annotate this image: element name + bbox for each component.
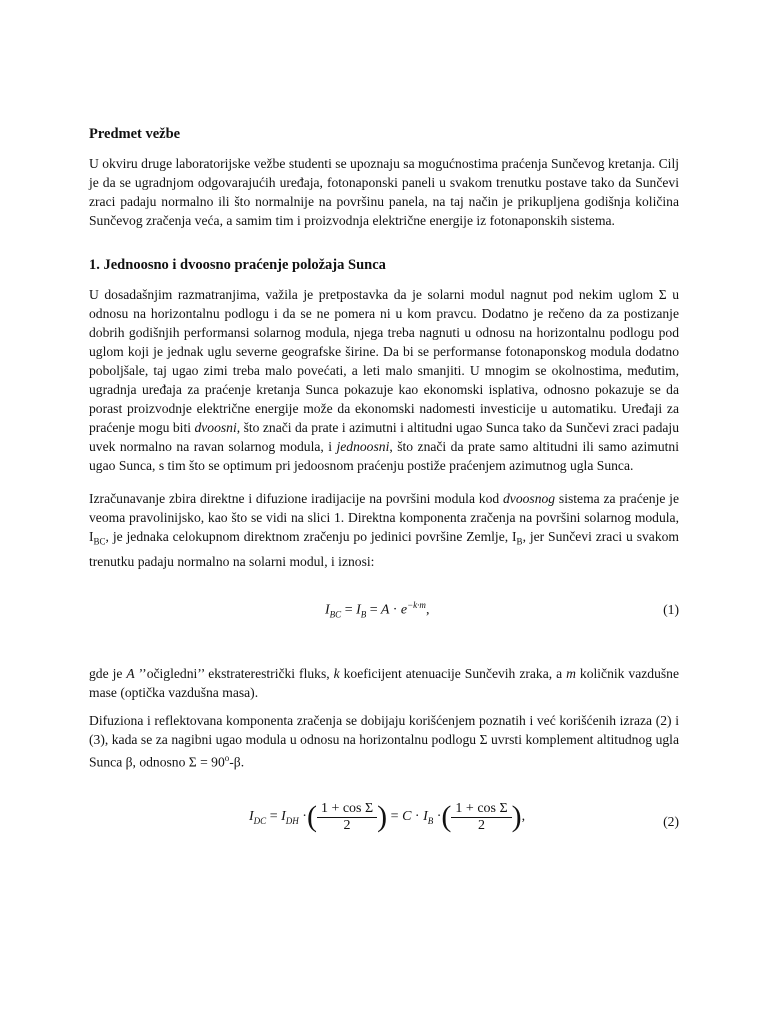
section-title-predmet: Predmet vežbe [89, 126, 181, 142]
paragraph-diffuse: Difuziona i reflektovana komponenta zračenja se dobijaju korišćenjem poznatih i već korišćenih izraza (2) i (3), kada se za nagibni ugao modula u odnosu na horizontalnu podlogu Σ uvrsti komplement altitudnog ugla Sunca β, odnosno $\Sigma = 90^o-\beta$. [89, 713, 679, 770]
equation-2-number: (2) [663, 814, 679, 829]
paragraph-dual-axis: Izračunavanje zbira direktne i difuzione iradijacije na površini modula kod dvoosnog sistema za praćenje je veoma pravolinijsko, kao što se vidi na slici 1. Direktna komponenta zračenja na površini solarnog modula, $I_{BC}$, je jednaka celokupnom direktnom zračenju po jedinici površine Zemlje, $I_B$, jer Sunčevi zraci u svakom trenutku padaju normalno na solarni modul, i iznosi: [89, 491, 679, 569]
paragraph-tracking: U dosadašnjim razmatranjima, važila je pretpostavka da je solarni modul nagnut pod nekim uglom Σ u odnosu na horizontalnu podlogu i da se ne pomera ni u kom pravcu. Dodatno je rečeno da za postizanje dobrih godišnjih performansi solarnog modula, njega treba nagnuti u odnosu na horizontalnu podlogu pod uglom koji je jednak uglu severne geografske širine. Da bi se performanse fotonaponskog modula dodatno poboljšale, taj ugao zimi treba malo povećati, a leti malo smanjiti. U mnogim se okolnostima, međutim, ugradnja uređaja za praćenje kretanja Sunca pokazuje kao ekonomski isplativa, odnosno pokazuje se da porast proizvodnje električne energije može da ekonomski nadomesti investicije u automatiku. Uređaji za praćenje mogu biti dvoosni, što znači da prate i azimutni i altitudni ugao Sunca tako da Sunčevi zraci padaju uvek normalno na ravan solarnog modula, i jednoosni, što znači da prate samo altitudni ili samo azimutni ugao Sunca, s tim što se optimum pri jedoosnom praćenju postiže praćenjem azimutnog ugla Sunca. [89, 287, 679, 473]
equation-1-body: $I_{BC} = I_B = A \cdot e^{-k\cdot m}$, [325, 600, 430, 620]
equation-1 [89, 596, 679, 646]
equation-1-number: (1) [663, 602, 679, 617]
section-title-1: 1. Jednoosno i dvoosno praćenje položaja Sunca [89, 257, 386, 273]
equation-2-body: $I_{DC} = I_{DH}$ ·( $\frac{\text{1 + cos Σ}}{2}$ ) = $C \cdot I_B$ ·( $\frac{\text{1 + cos Σ}}{2}$ ), [249, 800, 526, 833]
intro-paragraph: U okviru druge laboratorijske vežbe studenti se upoznaju sa mogućnostima praćenja Sunčevog kretanja. Cilj je da se ugradnjom odgovarajućih uređaja, fotonaponski paneli u svakom trenutku postave tako da Sunčevi zraci padaju normalno ili što normalnije na površinu panela, na taj način je prikupljena godišnja količina Sunčevog zračenja veća, a samim tim i proizvodnja električne energije iz fotonaponskih sistema. [89, 156, 679, 228]
paragraph-definitions: gde je A ’’očigledni’’ ekstraterestrički fluks, k koeficijent atenuacije Sunčevih zraka, a m količnik vazdušne mase (optička vazdušna masa). [89, 666, 679, 700]
equation-2 [89, 800, 679, 850]
